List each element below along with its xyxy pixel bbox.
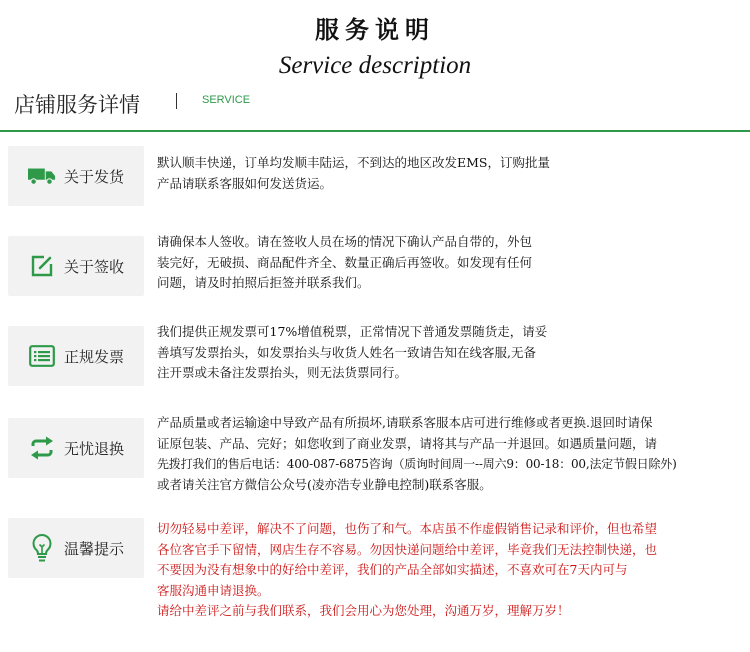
edit-icon <box>28 253 56 279</box>
section-divider <box>176 93 177 109</box>
service-description <box>157 413 750 495</box>
section-title: 店铺服务详情 <box>14 93 140 117</box>
description-line: 不要因为没有想象中的好给中差评，我们的产品全部如实描述，不喜欢可在7天内可与 <box>157 562 628 577</box>
section-header <box>0 84 750 132</box>
service-badge <box>8 518 144 578</box>
description-line: 请给中差评之前与我们联系，我们会用心为您处理，沟通万岁，理解万岁！ <box>157 603 570 618</box>
description-line: 善填写发票抬头，如发票抬头与收货人姓名一致请告知在线客服,无备 <box>157 344 536 360</box>
page-title-chinese: 服务说明 <box>315 15 435 44</box>
service-badge <box>8 326 144 386</box>
exchange-icon <box>28 435 56 461</box>
description-line: 默认顺丰快递，订单均发顺丰陆运，不到达的地区改发EMS，订购批量 <box>157 155 550 170</box>
description-line: 产品请联系客服如何发送货运。 <box>157 175 333 191</box>
service-description <box>157 519 747 622</box>
service-label: 关于发货 <box>63 167 124 186</box>
service-label: 正规发票 <box>63 347 124 366</box>
service-description <box>157 322 747 384</box>
description-line: 产品质量或者运输途中导致产品有所损坏,请联系客服本店可进行维修或者更换.退回时请保 <box>157 415 653 430</box>
lightbulb-icon <box>28 535 56 561</box>
service-badge <box>8 146 144 206</box>
service-description <box>157 232 747 294</box>
description-line: 注开票或未备注发票抬头，则无法货票同行。 <box>157 365 408 380</box>
description-line: 先拨打我们的售后电话：400-087-6875咨询（质询时间周一--周六9：00-18：00,法定节假日除外) <box>157 457 677 471</box>
service-badge <box>8 236 144 296</box>
description-line: 请确保本人签收。请在签收人员在场的情况下确认产品自带的，外包 <box>157 234 533 249</box>
description-line: 切勿轻易中差评，解决不了问题，也伤了和气。本店虽不作虚假销售记录和评价，但也希望 <box>157 521 658 536</box>
service-label: 关于签收 <box>63 257 124 276</box>
section-subtitle: SERVICE <box>202 94 251 106</box>
truck-icon <box>28 163 56 189</box>
service-label: 温馨提示 <box>63 539 124 558</box>
description-line: 客服沟通申请退换。 <box>157 582 270 598</box>
page-title-english: Service description <box>278 52 472 79</box>
description-line: 证原包装、产品、完好；如您收到了商业发票，请将其与产品一并退回。如遇质量问题，请 <box>157 435 658 451</box>
service-badge <box>8 418 144 478</box>
description-line: 或者请关注官方微信公众号(凌亦浩专业静电控制)联系客服。 <box>157 476 492 492</box>
invoice-icon <box>28 343 56 369</box>
service-description <box>157 153 747 194</box>
service-label: 无忧退换 <box>63 439 124 458</box>
description-line: 各位客官手下留情，网店生存不容易。勿因快递问题给中差评，毕竟我们无法控制快递，也 <box>157 541 658 557</box>
description-line: 我们提供正规发票可17%增值税票，正常情况下普通发票随货走，请妥 <box>157 324 548 339</box>
description-line: 装完好，无破损、商品配件齐全、数量正确后再签收。如发现有任何 <box>157 254 533 270</box>
description-line: 问题，请及时拍照后拒签并联系我们。 <box>157 275 370 290</box>
